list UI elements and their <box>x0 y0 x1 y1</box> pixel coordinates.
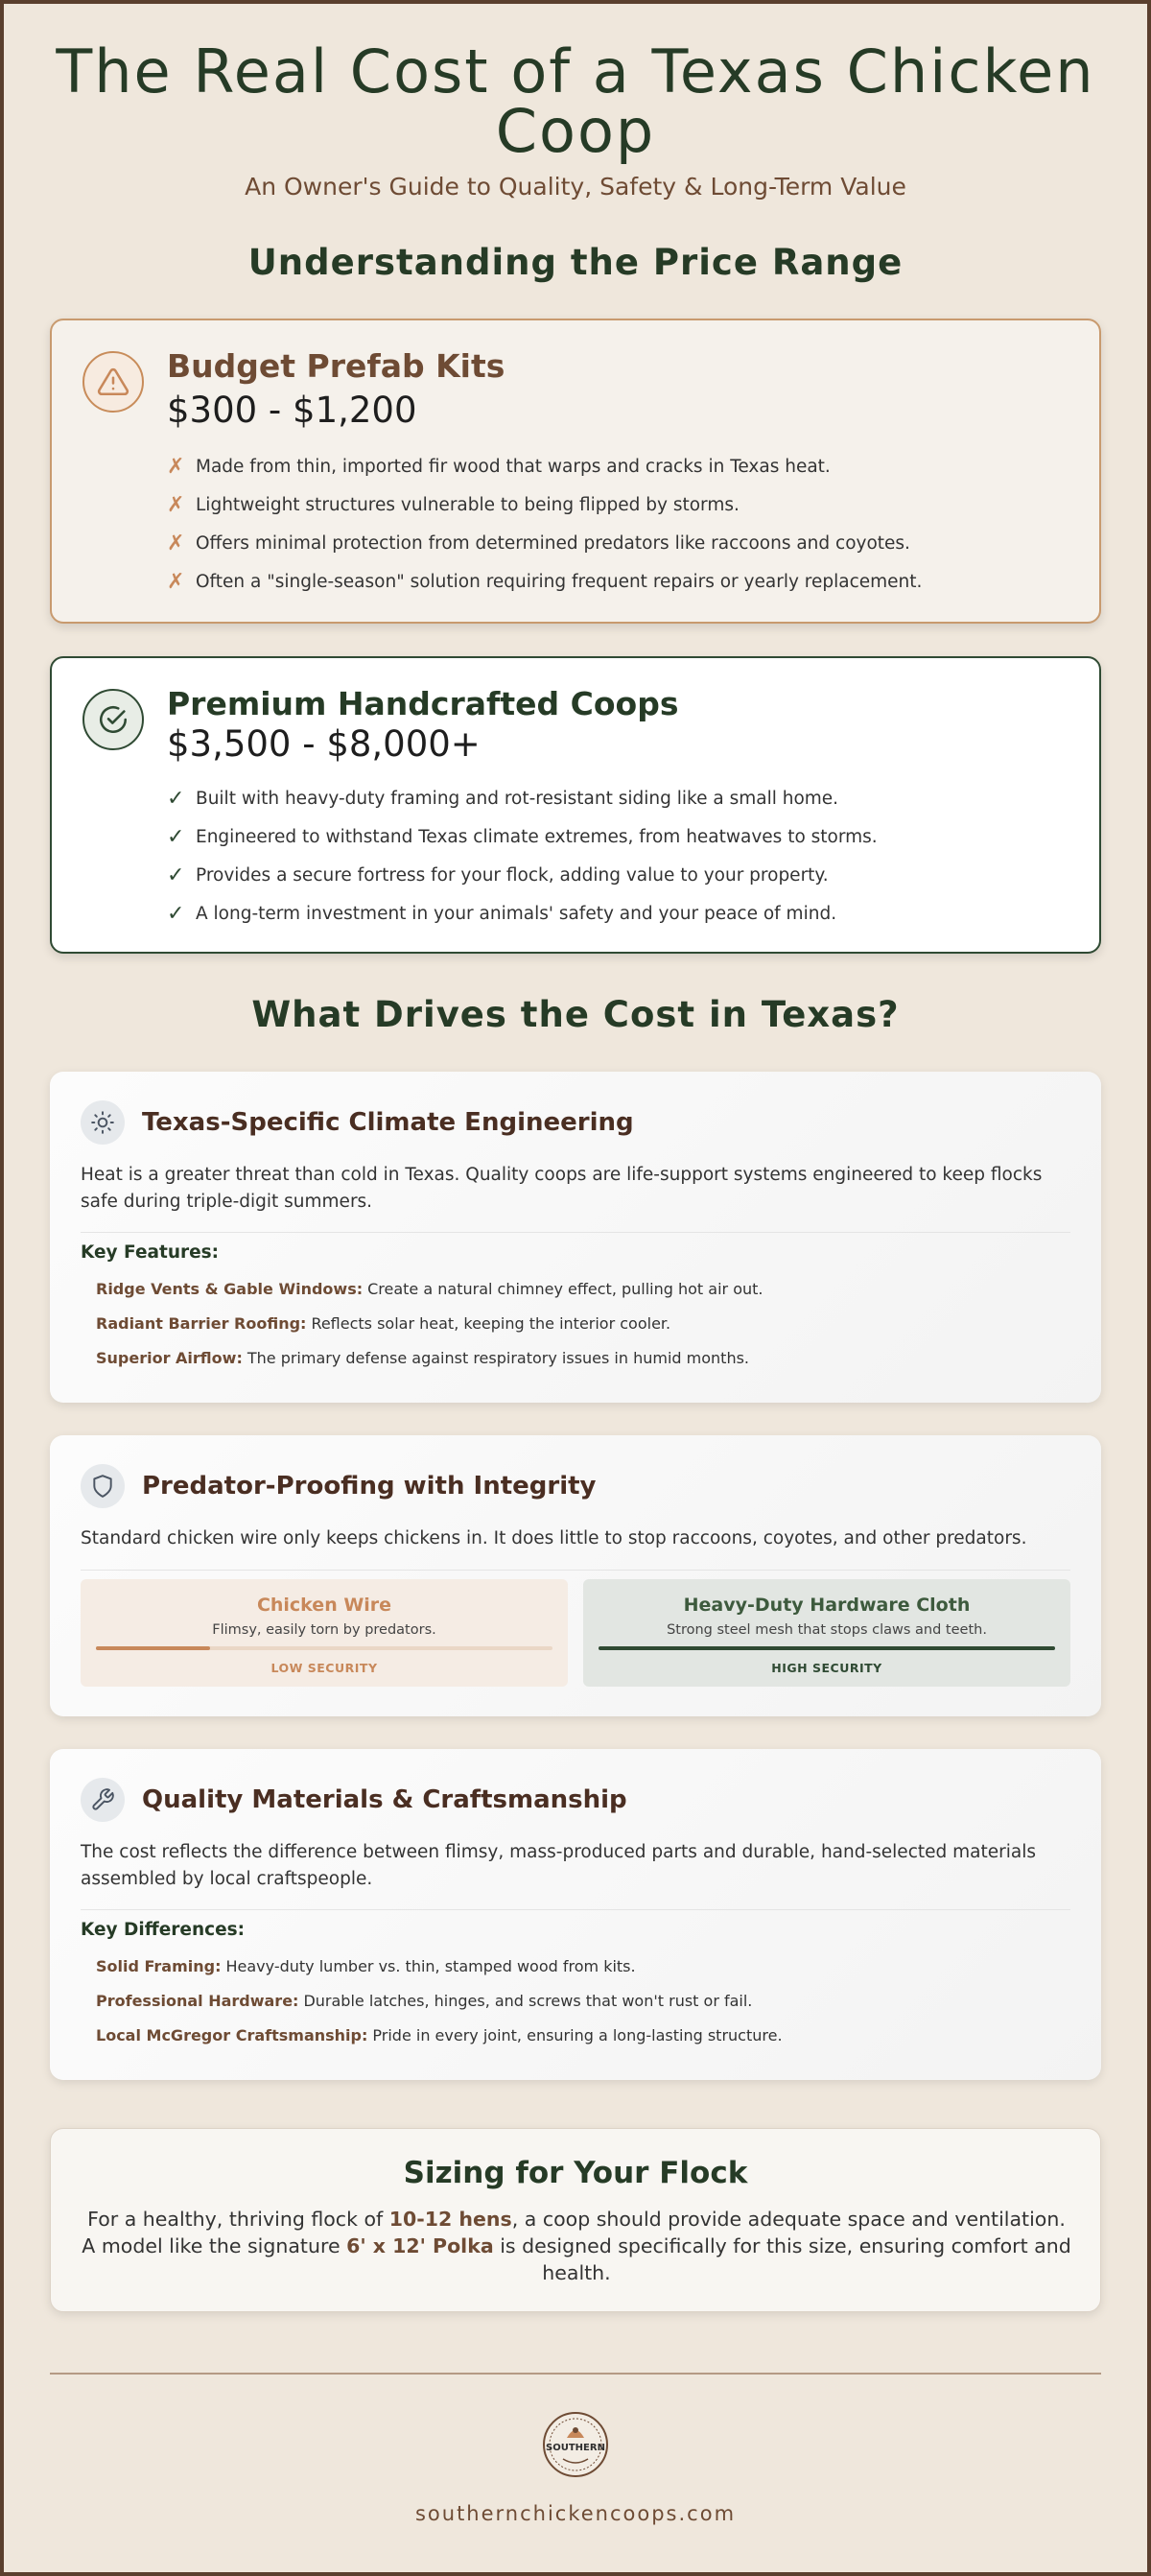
divider <box>81 1232 1070 1233</box>
shield-icon <box>81 1464 125 1508</box>
security-bar-fill <box>599 1646 1055 1650</box>
predator-card-body: Standard chicken wire only keeps chickens in. It does little to stop raccoons, coyotes, and other predators. <box>81 1528 1027 1548</box>
climate-engineering-card <box>50 1072 1101 1403</box>
difference-name: Local McGregor Craftsmanship: <box>96 2025 368 2044</box>
southern-chicken-coops-logo <box>542 2411 609 2478</box>
comparison-description: Strong steel mesh that stops claws and teeth. <box>667 1622 987 1638</box>
check-circle-icon <box>82 689 144 750</box>
budget-tier-price: $300 - $1,200 <box>167 390 417 431</box>
hardware-cloth-comparison <box>583 1579 1070 1687</box>
feature-name: Radiant Barrier Roofing: <box>96 1313 307 1333</box>
list-item <box>167 779 878 817</box>
comparison-title: Chicken Wire <box>256 1595 392 1616</box>
model-highlight: 6' x 12' Polka <box>346 2234 494 2257</box>
sun-icon <box>81 1100 125 1145</box>
svg-text:SOUTHERN: SOUTHERN <box>546 2443 605 2453</box>
security-level: HIGH SECURITY <box>771 1661 882 1675</box>
feature-name: Ridge Vents & Gable Windows: <box>96 1279 364 1298</box>
list-item <box>96 1306 763 1340</box>
chicken-wire-comparison <box>81 1579 568 1687</box>
difference-name: Professional Hardware: <box>96 1991 299 2010</box>
warning-triangle-icon <box>82 351 144 413</box>
key-differences-list <box>96 1949 783 2052</box>
key-differences-label: Key Differences: <box>81 1920 246 1940</box>
x-mark-icon: ✗ <box>167 492 185 517</box>
checkmark-icon: ✓ <box>167 786 185 811</box>
budget-tier-card <box>50 319 1101 624</box>
website-link[interactable]: southernchickencoops.com <box>414 2502 737 2525</box>
checkmark-icon: ✓ <box>167 901 185 926</box>
list-item-text: Offers minimal protection from determined predators like raccoons and coyotes. <box>196 532 910 554</box>
list-item-text: Built with heavy-duty framing and rot-resistant siding like a small home. <box>196 788 839 809</box>
list-item <box>96 1271 763 1306</box>
difference-text: Heavy-duty lumber vs. thin, stamped wood from kits. <box>225 1956 636 1975</box>
list-item <box>167 856 878 894</box>
drivers-section-title: What Drives the Cost in Texas? <box>251 994 900 1035</box>
premium-tier-list <box>167 779 878 933</box>
flock-size-highlight: 10-12 hens <box>388 2208 512 2231</box>
list-item-text: Lightweight structures vulnerable to being flipped by storms. <box>196 494 740 515</box>
footer-divider <box>50 2373 1101 2375</box>
premium-tier-card <box>50 656 1101 954</box>
security-bar <box>599 1646 1055 1650</box>
sizing-text-part: is designed specifically for this size, ensuring comfort and health. <box>493 2234 1071 2284</box>
security-bar-fill <box>96 1646 210 1650</box>
divider <box>81 1909 1070 1910</box>
comparison-title: Heavy-Duty Hardware Cloth <box>683 1595 971 1616</box>
checkmark-icon: ✓ <box>167 824 185 849</box>
climate-card-body: Heat is a greater threat than cold in Texas. Quality coops are life-support systems engineered to keep flocks safe during triple-digit summers. <box>81 1165 1043 1212</box>
security-level: LOW SECURITY <box>270 1661 378 1675</box>
premium-tier-price: $3,500 - $8,000+ <box>167 723 481 765</box>
materials-craftsmanship-card <box>50 1749 1101 2080</box>
x-mark-icon: ✗ <box>167 454 185 479</box>
x-mark-icon: ✗ <box>167 569 185 594</box>
list-item <box>167 562 922 601</box>
premium-tier-name: Premium Handcrafted Coops <box>167 685 679 722</box>
materials-card-body: The cost reflects the difference between flimsy, mass-produced parts and durable, hand-selected materials assembled by local craftspeople. <box>81 1842 1036 1889</box>
feature-name: Superior Airflow: <box>96 1348 243 1367</box>
list-item <box>96 1983 783 2018</box>
wrench-icon <box>81 1778 125 1822</box>
comparison-description: Flimsy, easily torn by predators. <box>212 1622 436 1638</box>
difference-text: Durable latches, hinges, and screws that won't rust or fail. <box>303 1991 753 2010</box>
feature-text: The primary defense against respiratory issues in humid months. <box>247 1348 750 1367</box>
budget-tier-name: Budget Prefab Kits <box>167 347 505 385</box>
key-features-label: Key Features: <box>81 1242 220 1263</box>
list-item-text: Often a "single-season" solution requiring frequent repairs or yearly replacement. <box>196 571 923 592</box>
list-item <box>96 1340 763 1375</box>
difference-text: Pride in every joint, ensuring a long-lasting structure. <box>372 2025 783 2044</box>
list-item-text: Provides a secure fortress for your flock, adding value to your property. <box>196 864 829 886</box>
climate-card-title: Texas-Specific Climate Engineering <box>142 1108 634 1137</box>
predator-card-title: Predator-Proofing with Integrity <box>142 1472 597 1501</box>
list-item <box>167 447 922 485</box>
list-item <box>167 485 922 524</box>
list-item <box>96 2018 783 2052</box>
list-item-text: Made from thin, imported fir wood that warps and cracks in Texas heat. <box>196 456 831 477</box>
sizing-text <box>80 2206 1073 2286</box>
list-item <box>96 1949 783 1983</box>
key-features-list <box>96 1271 763 1375</box>
page-title: The Real Cost of a Texas Chicken Coop <box>56 36 1095 166</box>
feature-text: Reflects solar heat, keeping the interior cooler. <box>311 1313 671 1333</box>
predator-proofing-card <box>50 1435 1101 1716</box>
sizing-title: Sizing for Your Flock <box>403 2156 748 2190</box>
page-subtitle: An Owner's Guide to Quality, Safety & Long-Term Value <box>245 173 906 201</box>
difference-name: Solid Framing: <box>96 1956 222 1975</box>
budget-tier-list <box>167 447 922 601</box>
checkmark-icon: ✓ <box>167 863 185 887</box>
list-item <box>167 817 878 856</box>
list-item <box>167 524 922 562</box>
sizing-text-part: For a healthy, thriving flock of <box>87 2208 389 2231</box>
divider <box>81 1570 1070 1571</box>
list-item <box>167 894 878 933</box>
x-mark-icon: ✗ <box>167 531 185 555</box>
price-section-title: Understanding the Price Range <box>247 242 904 283</box>
sizing-text-part: , a coop should provide adequate space and ventilation. A model like the signature <box>82 2208 1066 2257</box>
security-bar <box>96 1646 552 1650</box>
sizing-card <box>50 2128 1101 2312</box>
feature-text: Create a natural chimney effect, pulling hot air out. <box>367 1279 763 1298</box>
list-item-text: Engineered to withstand Texas climate extremes, from heatwaves to storms. <box>196 826 878 847</box>
list-item-text: A long-term investment in your animals' safety and your peace of mind. <box>196 903 837 924</box>
materials-card-title: Quality Materials & Craftsmanship <box>142 1785 627 1814</box>
